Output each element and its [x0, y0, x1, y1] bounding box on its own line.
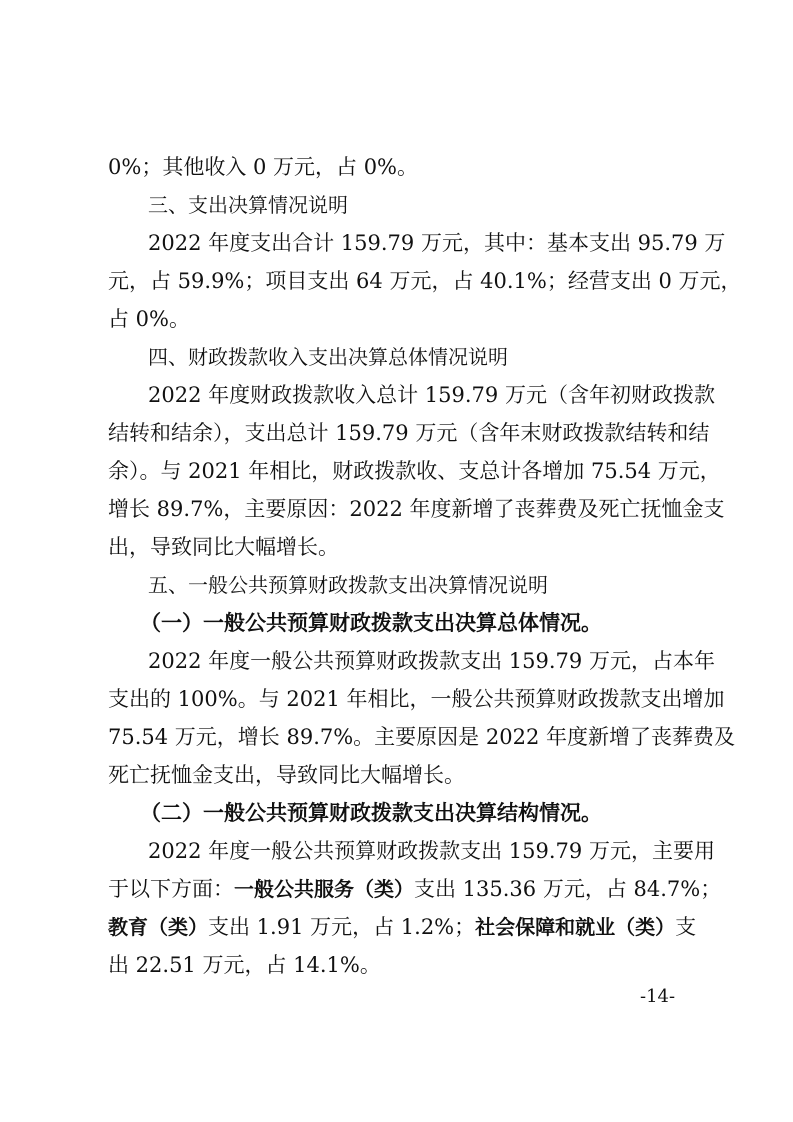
paragraph-line: 占 0%。	[108, 307, 190, 331]
paragraph-line: 0%；其他收入 0 万元，占 0%。	[108, 155, 419, 179]
category-general-public-services: 一般公共服务（类）	[234, 877, 414, 901]
line-text: 支出 1.91 万元，占 1.2%；	[208, 915, 476, 939]
paragraph-line: 75.54 万元，增长 89.7%。主要原因是 2022 年度新增了丧葬费及	[108, 725, 735, 749]
line-text: 支	[675, 915, 697, 939]
paragraph-line: 支出的 100%。与 2021 年相比，一般公共预算财政拨款支出增加	[108, 687, 725, 711]
paragraph-line: 出，导致同比大幅增长。	[108, 535, 339, 559]
paragraph-line: 死亡抚恤金支出，导致同比大幅增长。	[108, 763, 465, 787]
category-education: 教育（类）	[108, 915, 208, 939]
paragraph-line: 出 22.51 万元，占 14.1%。	[108, 953, 381, 977]
line-text: 支出 135.36 万元，占 84.7%；	[414, 877, 722, 901]
section-heading-5: 五、一般公共预算财政拨款支出决算情况说明	[148, 573, 548, 597]
section-heading-4: 四、财政拨款收入支出决算总体情况说明	[148, 345, 508, 369]
subsection-heading-2: （二）一般公共预算财政拨款支出决算结构情况。	[140, 800, 602, 825]
paragraph-line	[108, 874, 722, 904]
paragraph-line: 2022 年度一般公共预算财政拨款支出 159.79 万元，主要用	[148, 839, 715, 863]
paragraph-line: 2022 年度一般公共预算财政拨款支出 159.79 万元，占本年	[148, 649, 715, 673]
paragraph-line: 元，占 59.9%；项目支出 64 万元，占 40.1%；经营支出 0 万元，	[108, 269, 742, 293]
paragraph-line: 增长 89.7%，主要原因：2022 年度新增了丧葬费及死亡抚恤金支	[108, 497, 725, 521]
paragraph-line	[108, 912, 698, 942]
paragraph-line: 结转和结余），支出总计 159.79 万元（含年末财政拨款结转和结	[108, 421, 710, 445]
line-text: 于以下方面：	[108, 877, 234, 901]
paragraph-line: 2022 年度支出合计 159.79 万元，其中：基本支出 95.79 万	[148, 231, 726, 255]
paragraph-line: 2022 年度财政拨款收入总计 159.79 万元（含年初财政拨款	[148, 383, 715, 407]
subsection-heading-1: （一）一般公共预算财政拨款支出决算总体情况。	[140, 610, 602, 635]
page-number: -14-	[640, 986, 676, 1007]
category-social-security: 社会保障和就业（类）	[475, 915, 676, 939]
paragraph-line: 余）。与 2021 年相比，财政拨款收、支总计各增加 75.54 万元，	[108, 459, 721, 483]
section-heading-3: 三、支出决算情况说明	[148, 193, 348, 217]
